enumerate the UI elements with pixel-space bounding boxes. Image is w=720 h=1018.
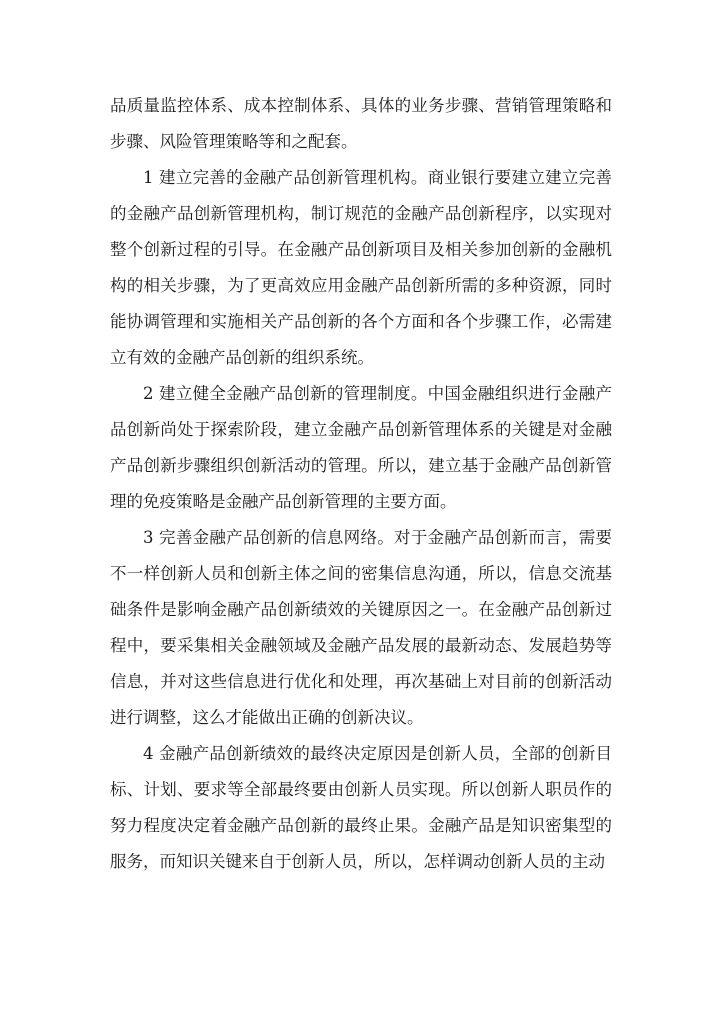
paragraph-continuation: 品质量监控体系、成本控制体系、具体的业务步骤、营销管理策略和步骤、风险管理策略等和之配套。: [110, 96, 612, 151]
paragraph-4-innovation-staff: 4 金融产品创新绩效的最终决定原因是创新人员，全部的创新目标、计划、要求等全部最终要由创新人员实现。所以创新人职员作的努力程度决定着金融产品创新的最终止果。金融产品是知识密集型的服务，而知识关键来自于创新人员，所以，怎样调动创新人员的主动: [110, 744, 612, 871]
paragraph-2-management-system: 2 建立健全金融产品创新的管理制度。中国金融组织进行金融产品创新尚处于探索阶段，建立金融产品创新管理体系的关键是对金融产品创新步骤组织创新活动的管理。所以，建立基于金融产品创新管理的免疫策略是金融产品创新管理的主要方面。: [110, 384, 612, 511]
paragraph-1-product-innovation-agency: 1 建立完善的金融产品创新管理机构。商业银行要建立建立完善的金融产品创新管理机构，制订规范的金融产品创新程序，以实现对整个创新过程的引导。在金融产品创新项目及相关参加创新的金融机构的相关步骤，为了更高效应用金融产品创新所需的多种资源，同时能协调管理和实施相关产品创新的各个方面和各个步骤工作，必需建立有效的金融产品创新的组织系统。: [110, 168, 612, 367]
paragraph-3-information-network: 3 完善金融产品创新的信息网络。对于金融产品创新而言，需要不一样创新人员和创新主体之间的密集信息沟通，所以，信息交流基础条件是影响金融产品创新绩效的关键原因之一。在金融产品创新过程中，要采集相关金融领域及金融产品发展的最新动态、发展趋势等信息，并对这些信息进行优化和处理，再次基础上对目前的创新活动进行调整，这么才能做出正确的创新决议。: [110, 528, 612, 727]
document-body: [110, 88, 612, 880]
